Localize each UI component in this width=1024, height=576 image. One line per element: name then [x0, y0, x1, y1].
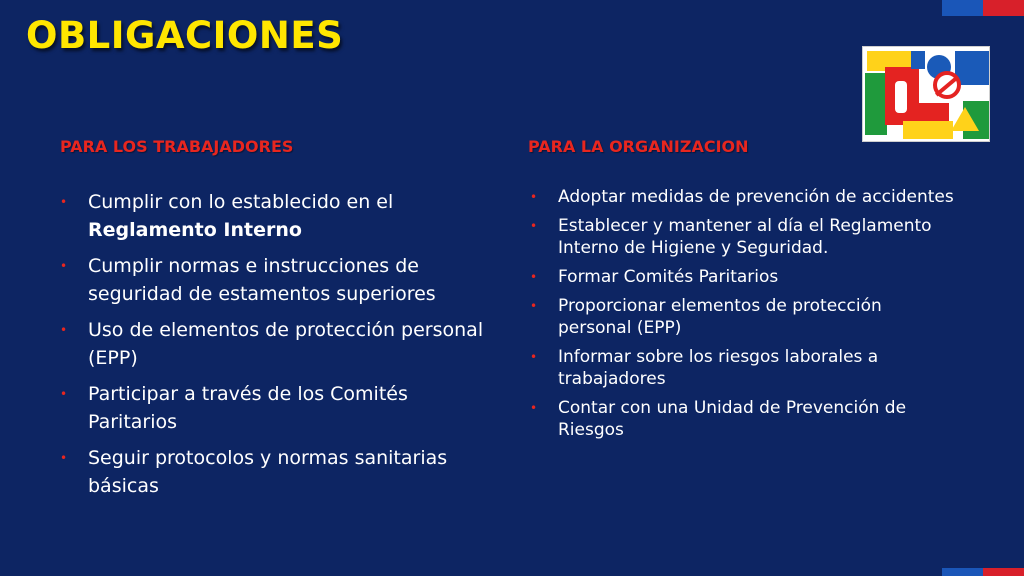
list-item-text: Formar Comités Paritarios: [558, 267, 779, 287]
list-item-text: Cumplir normas e instrucciones de seguridad de estamentos superiores: [88, 255, 436, 305]
list-item-bold-text: Reglamento Interno: [88, 219, 302, 241]
list-item-text: Contar con una Unidad de Prevención de Riesgos: [558, 398, 907, 440]
list-item: [58, 188, 488, 244]
bullet-icon: •: [60, 387, 68, 401]
bullet-icon: •: [530, 350, 538, 364]
list-item: [58, 316, 488, 372]
left-column-heading: PARA LOS TRABAJADORES: [60, 137, 294, 156]
safety-signs-collage-icon: [862, 46, 990, 142]
flag-stripe-top: [942, 0, 1024, 16]
list-item-text: Informar sobre los riesgos laborales a trabajadores: [558, 347, 879, 389]
bullet-icon: •: [530, 401, 538, 415]
list-item: [528, 346, 958, 390]
list-item: [528, 295, 958, 339]
list-item-text: Uso de elementos de protección personal (EPP): [88, 319, 484, 369]
bullet-icon: •: [60, 323, 68, 337]
list-item: [528, 186, 958, 208]
list-item: [58, 252, 488, 308]
bullet-icon: •: [60, 451, 68, 465]
bullet-icon: •: [530, 219, 538, 233]
organization-obligations-list: [528, 186, 958, 448]
bullet-icon: •: [60, 259, 68, 273]
list-item-text: Proporcionar elementos de protección personal (EPP): [558, 296, 882, 338]
worker-obligations-list: [58, 188, 488, 508]
list-item: [528, 266, 958, 288]
bullet-icon: •: [530, 299, 538, 313]
list-item-text: Adoptar medidas de prevención de accidentes: [558, 187, 954, 207]
list-item-text: Cumplir con lo establecido en el: [88, 191, 394, 213]
list-item-text: Participar a través de los Comités Paritarios: [88, 383, 408, 433]
bullet-icon: •: [60, 195, 68, 209]
bullet-icon: •: [530, 270, 538, 284]
list-item: [58, 380, 488, 436]
list-item: [528, 397, 958, 441]
right-column-heading: PARA LA ORGANIZACION: [528, 137, 749, 156]
list-item-text: Establecer y mantener al día el Reglamento Interno de Higiene y Seguridad.: [558, 216, 932, 258]
list-item: [58, 444, 488, 500]
bullet-icon: •: [530, 190, 538, 204]
list-item: [528, 215, 958, 259]
flag-stripe-bottom: [942, 568, 1024, 576]
slide-title: OBLIGACIONES: [26, 14, 344, 57]
list-item-text: Seguir protocolos y normas sanitarias básicas: [88, 447, 448, 497]
